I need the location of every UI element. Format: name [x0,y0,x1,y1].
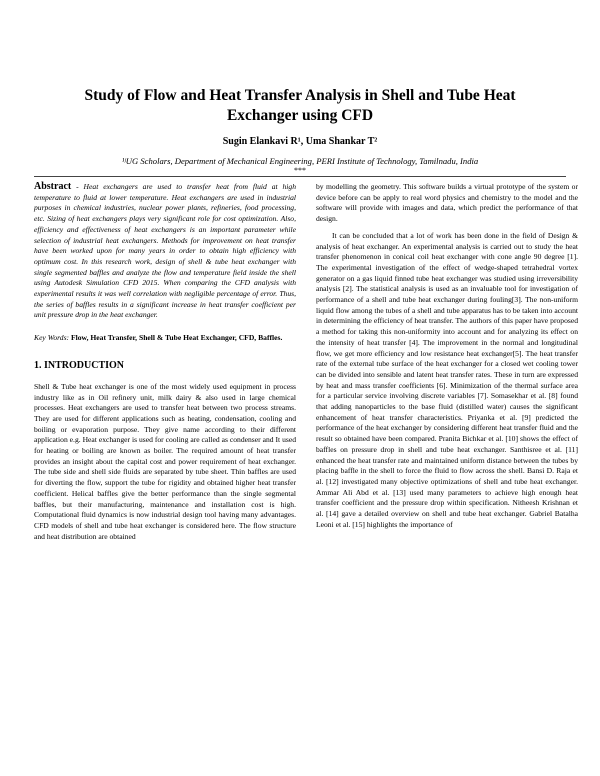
abstract-dash: - [71,182,84,191]
literature-review-paragraph: It can be concluded that a lot of work has been done in the field of Design & analysis of heat exchanger. An experimental analysis is carried out to study the heat transfer phenomenon in conical coil heat exchanger with cone angle 90 degree [1]. The experimental investigation of the effect of wedge-shaped tetrahedral vortex generator on a gas liquid finned tube heat exchanger was studied using irreversibility analysis [2]. The statistical analysis is used as an invaluable tool for investigation of performance of a shell and tube heat exchanger during fouling[3]. The non-uniform liquid flow among the tubes of a shell and tube apparatus has to be taken into account in determining the efficiency of heat transfer. The authors of this paper have proposed a method for taking this non-uniformity into account and for analyzing its effect on the intensity of heat transfer [4]. The improvement in the normal and longitudinal flow, we get more efficiency and low resistance heat exchanger[5]. The heat transfer rate of the external tube surface of the heat exchanger for a closed wet cooling tower can be divided into sensible and latent heat transfer rates. These in turn are expressed by heat and mass transfer coefficients [6]. Minimization of the thermal surface area for a particular service involving discrete variables [7]. Somasekhar et al. [8] found that adding nanoparticles to the base fluid (distilled water) causes the significant enhancement of heat transfer characteristics. Priyanka et al. [9] predicted the performance of the heat exchanger by considering different heat transfer fluid and the result so obtained have been compared. Pranita Bichkar et al. [10] shows the effect of baffles on pressure drop in shell and tube heat exchanger. Santhisree et al. [11] enhanced the heat transfer rate and maintained uniform distance between the tubes by placing baffle in the shell to force the fluid to flow across the shell. Bansi D. Raja et al. [12] investigated many objective optimizations of shell and tube heat exchanger. Ammar Ali Abd et al. [13] used many parameters to achieve high enough heat transfer coefficient and the pressure drop within specification. Nitheesh Krishnan et al. [14] gave a detailed overview on shell and tube heat exchanger. Gabriel Batalha Leoni et al. [15] highlights the importance of [316,230,578,529]
affiliation: ¹ʲUG Scholars, Department of Mechanical Engineering, PERI Institute of Technology, Tamilnadu, India [121,156,479,166]
continuation-paragraph: by modelling the geometry. This software builds a virtual prototype of the system or device before can be apply to real word physics and chemistry to the model and the software will provide with images and data, which predict the performance of that design. [316,182,578,224]
right-column [316,182,578,531]
intro-paragraph: Shell & Tube heat exchanger is one of the most widely used equipment in process industry like as in Oil refinery unit, milk dairy & also used in large chemical processes. Heat exchangers are used to transfer heat between two process streams. They are used for different applications such as heating, condensation, cooling and boiling or evaporation purpose. They give name according to their different application e.g. Heat exchanger is used for cooling are called as condenser and It used for heating or boiling are known as boiler. The required amount of heat transfer provides an insight about the capital cost and power requirement of heat exchanger. The tube side and shell side fluids are separated by tube sheet. Thin baffles are used for diverting the flow, support the tube for rigidity and obtained higher heat transfer coefficient. Helical baffles give the better performance than the single segmental baffles, but their manufacturing, maintenance and installation cost is high. Computational fluid dynamics is now industrial design tool having many advantages. CFD models of shell and tube heat exchanger is considered here. The flow structure and heat distribution are obtained [34,381,296,541]
paper-title: Study of Flow and Heat Transfer Analysis in Shell and Tube Heat Exchanger using CFD [84,87,516,124]
abstract-text: Heat exchangers are used to transfer heat from fluid at high temperature to fluid at lower temperature. Heat exchangers are used in industrial purposes in chemical industries, nuclear power plants, refineries, food processing, etc. Sizing of heat exchangers plays very significant role for cost optimization. Also, efficiency and effectiveness of heat exchangers is an important parameter while selection of industrial heat exchangers. Methods for improvement on heat transfer have been worked upon for many years in order to obtain high efficiency with optimum cost. In this research work, design of shell & tube heat exchanger with single segmented baffles and analyze the flow and temperature field inside the shell using Autodesk Simulation CFD 2015. When comparing the CFD analysis with experimental results it was well correlation with negligible percentage of error. Thus, the series of baffles results in a significant increase in heat transfer coefficient per unit pressure drop in the heat exchanger. [34,182,297,320]
keywords-heading: Key Words: [34,333,70,343]
keywords-text: Flow, Heat Transfer, Shell & Tube Heat Exchanger, CFD, Baffles. [69,333,283,343]
abstract [34,182,296,321]
keywords [34,333,296,344]
horizontal-rule [34,176,566,177]
left-column [34,182,296,542]
separator-stars: *** [294,166,306,175]
author-list: Sugin Elankavi R¹, Uma Shankar T² [222,136,378,147]
abstract-heading: Abstract [34,181,72,192]
section-heading-introduction: 1. INTRODUCTION [34,359,125,371]
